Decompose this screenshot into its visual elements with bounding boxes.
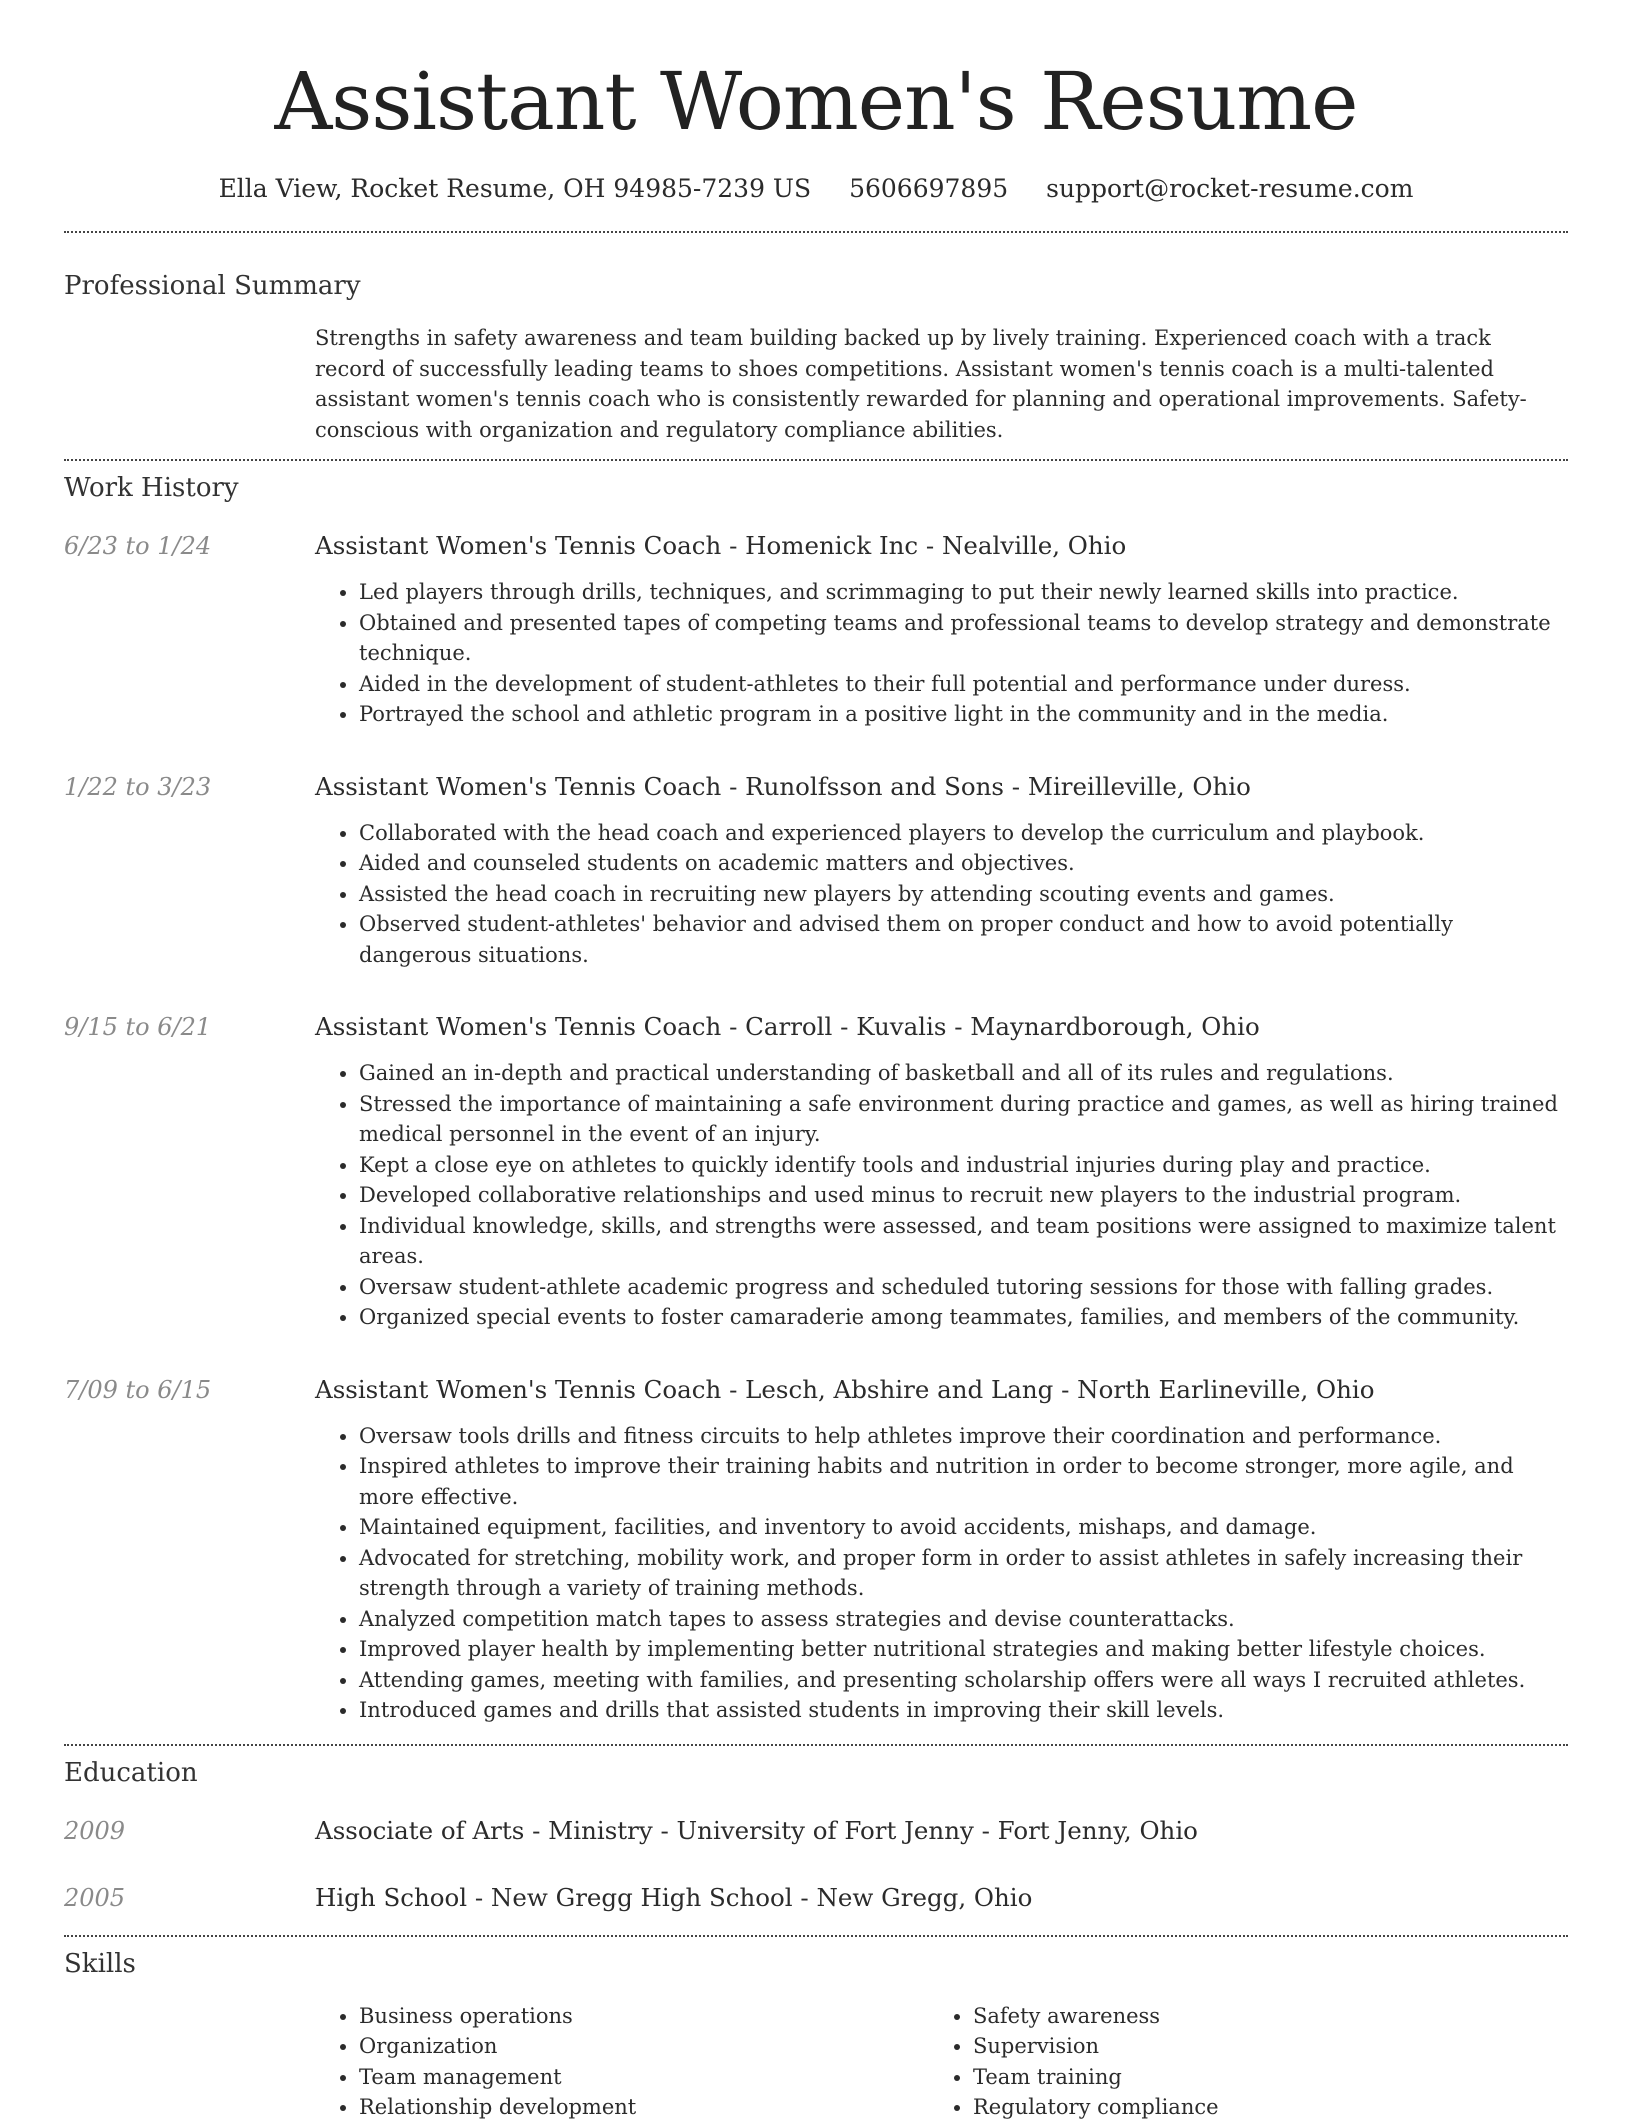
education-section bbox=[64, 1756, 1568, 1915]
phone: 5606697895 bbox=[849, 174, 1009, 203]
resume-page bbox=[64, 0, 1568, 2123]
job-bullet: • Led players through drills, techniques, and scrimmaging to put their newly learned skills into practice. bbox=[359, 577, 1568, 608]
job-bullets bbox=[315, 1058, 1568, 1333]
job-bullet: • Attending games, meeting with families, and presenting scholarship offers were all ways I recruited athletes. bbox=[359, 1665, 1568, 1696]
summary-section bbox=[64, 269, 1568, 445]
section-title-skills: Skills bbox=[64, 1948, 136, 1979]
job-bullet: • Analyzed competition match tapes to assess strategies and devise counterattacks. bbox=[359, 1604, 1568, 1635]
job-entry bbox=[64, 1373, 1568, 1726]
job-bullet: • Aided and counseled students on academic matters and objectives. bbox=[359, 848, 1568, 879]
contact-line bbox=[64, 172, 1568, 206]
education-title: High School - New Gregg High School - New Gregg, Ohio bbox=[315, 1882, 1033, 1912]
skill-item: • Relationship development bbox=[359, 2092, 929, 2123]
skills-list-left bbox=[315, 2001, 929, 2123]
summary-text: Strengths in safety awareness and team building backed up by lively training. Experienced coach with a track record of successfully leading teams to shoes competitions. Assistant women's tennis coach is a multi-talented assistant women's tennis coach who is consistently rewarded for planning and operational improvements. Safety-conscious with organization and regulatory compliance abilities. bbox=[315, 326, 1527, 442]
job-bullet: • Obtained and presented tapes of competing teams and professional teams to develop strategy and demonstrate technique. bbox=[359, 608, 1568, 669]
job-bullets bbox=[315, 1421, 1568, 1726]
job-bullet: • Improved player health by implementing better nutritional strategies and making better lifestyle choices. bbox=[359, 1634, 1568, 1665]
email: support@rocket-resume.com bbox=[1046, 174, 1414, 203]
job-bullet: • Collaborated with the head coach and experienced players to develop the curriculum and playbook. bbox=[359, 818, 1568, 849]
work-history-section bbox=[64, 471, 1568, 1726]
job-bullet: • Advocated for stretching, mobility work, and proper form in order to assist athletes in safely increasing their strength through a variety of training methods. bbox=[359, 1543, 1568, 1604]
job-entry bbox=[64, 529, 1568, 730]
job-entry bbox=[64, 770, 1568, 971]
resume-title: Assistant Women's Resume bbox=[274, 55, 1358, 148]
job-bullet: • Maintained equipment, facilities, and inventory to avoid accidents, mishaps, and damage. bbox=[359, 1512, 1568, 1543]
job-date: 1/22 to 3/23 bbox=[64, 772, 212, 801]
job-title: Assistant Women's Tennis Coach - Runolfsson and Sons - Mireilleville, Ohio bbox=[315, 771, 1251, 801]
job-bullets bbox=[315, 818, 1568, 971]
job-date: 6/23 to 1/24 bbox=[64, 532, 212, 560]
job-date: 9/15 to 6/21 bbox=[64, 1013, 212, 1041]
skills-list-right bbox=[929, 2001, 1543, 2123]
job-title: Assistant Women's Tennis Coach - Homenick Inc - Nealville, Ohio bbox=[315, 531, 1127, 560]
job-bullet: • Developed collaborative relationships and used minus to recruit new players to the industrial program. bbox=[359, 1180, 1568, 1211]
job-bullet: • Portrayed the school and athletic program in a positive light in the community and in the media. bbox=[359, 699, 1568, 730]
job-bullet: • Introduced games and drills that assisted students in improving their skill levels. bbox=[359, 1695, 1568, 1726]
job-bullet: • Gained an in-depth and practical understanding of basketball and all of its rules and regulations. bbox=[359, 1058, 1568, 1089]
job-bullet: • Inspired athletes to improve their training habits and nutrition in order to become stronger, more agile, and more effective. bbox=[359, 1451, 1568, 1512]
education-title: Associate of Arts - Ministry - University of Fort Jenny - Fort Jenny, Ohio bbox=[315, 1815, 1198, 1845]
skills-section bbox=[64, 1947, 1568, 2123]
education-date: 2005 bbox=[64, 1883, 126, 1912]
skill-item: • Supervision bbox=[973, 2031, 1543, 2062]
skill-item: • Organization bbox=[359, 2031, 929, 2062]
skill-item: • Business operations bbox=[359, 2001, 929, 2032]
skill-item: • Safety awareness bbox=[973, 2001, 1543, 2032]
job-bullet: • Aided in the development of student-athletes to their full potential and performance under duress. bbox=[359, 669, 1568, 700]
job-bullet: • Individual knowledge, skills, and strengths were assessed, and team positions were assigned to maximize talent areas. bbox=[359, 1211, 1568, 1272]
education-date: 2009 bbox=[64, 1816, 126, 1845]
divider bbox=[64, 1935, 1568, 1937]
address: Ella View, Rocket Resume, OH 94985-7239 US bbox=[218, 174, 812, 203]
job-bullet: • Kept a close eye on athletes to quickly identify tools and industrial injuries during play and practice. bbox=[359, 1150, 1568, 1181]
section-title-summary: Professional Summary bbox=[64, 271, 361, 301]
skill-item: • Team training bbox=[973, 2062, 1543, 2093]
job-entry bbox=[64, 1010, 1568, 1333]
job-title: Assistant Women's Tennis Coach - Carroll - Kuvalis - Maynardborough, Ohio bbox=[315, 1012, 1260, 1041]
skill-item: • Team management bbox=[359, 2062, 929, 2093]
education-entry bbox=[64, 1881, 1568, 1915]
job-bullet: • Observed student-athletes' behavior and advised them on proper conduct and how to avoid potentially dangerous situations. bbox=[359, 909, 1568, 970]
job-title: Assistant Women's Tennis Coach - Lesch, Abshire and Lang - North Earlineville, Ohio bbox=[315, 1374, 1375, 1404]
job-bullet: • Oversaw tools drills and fitness circuits to help athletes improve their coordination and performance. bbox=[359, 1421, 1568, 1452]
job-bullet: • Stressed the importance of maintaining a safe environment during practice and games, as well as hiring trained medical personnel in the event of an injury. bbox=[359, 1089, 1568, 1150]
skills-columns bbox=[315, 2001, 1568, 2123]
job-bullet: • Oversaw student-athlete academic progress and scheduled tutoring sessions for those with falling grades. bbox=[359, 1272, 1568, 1303]
job-bullet: • Organized special events to foster camaraderie among teammates, families, and members of the community. bbox=[359, 1302, 1568, 1333]
section-title-education: Education bbox=[64, 1757, 198, 1788]
divider bbox=[64, 231, 1568, 233]
section-title-work-history: Work History bbox=[64, 473, 239, 503]
job-bullets bbox=[315, 577, 1568, 730]
skill-item: • Regulatory compliance bbox=[973, 2092, 1543, 2123]
divider bbox=[64, 1744, 1568, 1746]
job-date: 7/09 to 6/15 bbox=[64, 1375, 212, 1404]
divider bbox=[64, 459, 1568, 461]
job-bullet: • Assisted the head coach in recruiting new players by attending scouting events and games. bbox=[359, 879, 1568, 910]
education-entry bbox=[64, 1814, 1568, 1848]
